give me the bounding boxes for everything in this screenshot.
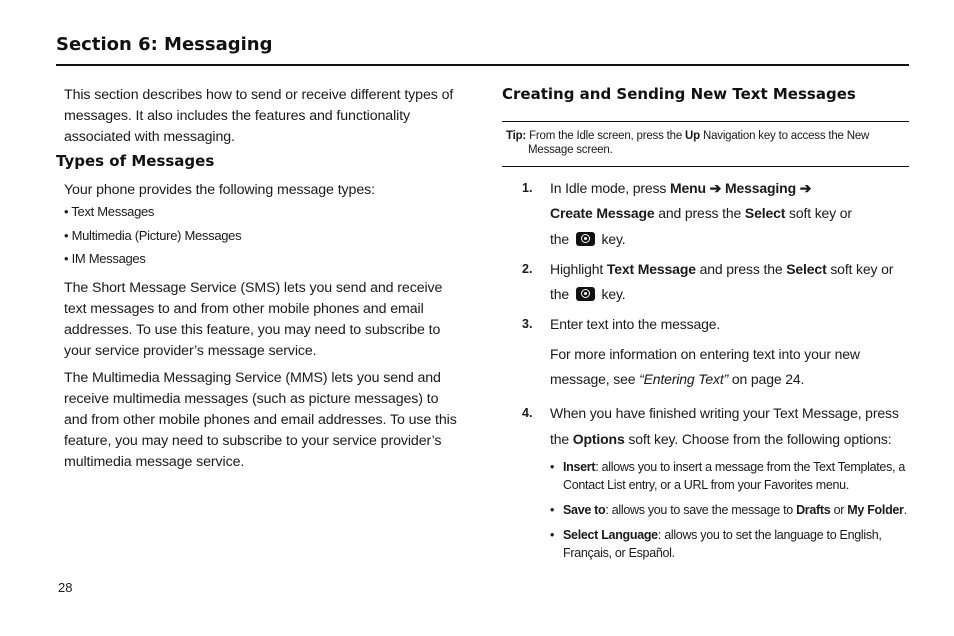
creating-heading: Creating and Sending New Text Messages — [502, 85, 856, 103]
step-2-line-2: the key. — [550, 286, 626, 302]
message-type-item: • IM Messages — [64, 251, 146, 266]
title-rule — [56, 64, 909, 66]
entering-text-reference: “Entering Text” — [639, 371, 729, 387]
mms-paragraph: The Multimedia Messaging Service (MMS) lets you send and receive multimedia messages (such as picture messages) to and from other mobile phones and email addresses. To use this feature, you may need to subscribe to your service provider’s multimedia message service. — [64, 370, 457, 470]
step-3-line-3: message, see “Entering Text” on page 24. — [550, 371, 805, 387]
step-number: 3. — [522, 317, 533, 331]
messaging-label: Messaging — [724, 180, 796, 196]
menu-label: Menu — [669, 180, 706, 196]
my-folder-label: My Folder — [847, 503, 904, 517]
option-name: Insert — [563, 460, 596, 474]
options-label: Options — [572, 431, 625, 447]
step-number: 2. — [522, 262, 533, 276]
create-message-label: Create Message — [550, 205, 655, 221]
step-1-line-2: Create Message and press the Select soft key or — [550, 205, 852, 221]
step-4-line-2: the Options soft key. Choose from the following options: — [550, 431, 892, 447]
tip-bottom-rule — [502, 166, 909, 167]
step-number: 1. — [522, 181, 533, 195]
text-message-label: Text Message — [606, 261, 696, 277]
section-title: Section 6: Messaging — [56, 34, 273, 55]
step-3-line-2: For more information on entering text into your new — [550, 346, 860, 362]
step-2-line-1: Highlight Text Message and press the Select soft key or — [550, 261, 894, 277]
types-intro: Your phone provides the following message types: — [64, 182, 375, 198]
tip-box — [506, 129, 906, 157]
tip-top-rule — [502, 121, 909, 122]
ok-key-icon — [576, 232, 595, 246]
page-number: 28 — [58, 580, 73, 595]
step-1-line-3: the key. — [550, 231, 626, 247]
types-heading: Types of Messages — [56, 152, 215, 170]
option-insert: • Insert: allows you to insert a message from the Text Templates, a Contact List entry, or a URL from your Favorites menu. — [550, 460, 906, 492]
option-name: Select Language — [563, 528, 658, 542]
ok-key-icon — [576, 287, 595, 301]
option-select-language: • Select Language: allows you to set the language to English, Français, or Español. — [550, 528, 882, 560]
tip-label: Tip: — [506, 130, 527, 142]
select-label: Select — [786, 261, 827, 277]
drafts-label: Drafts — [796, 503, 831, 517]
tip-text-line2: Message screen. — [528, 144, 613, 156]
step-4-line-1: When you have finished writing your Text Message, press — [550, 405, 899, 421]
tip-text: From the Idle screen, press the — [526, 130, 686, 142]
message-type-item: • Multimedia (Picture) Messages — [64, 228, 242, 243]
intro-paragraph: This section describes how to send or receive different types of messages. It also includes the features and functionality associated with messaging. — [64, 87, 454, 145]
tip-up-key: Up — [685, 130, 700, 142]
message-type-item: • Text Messages — [64, 204, 155, 219]
select-label: Select — [744, 205, 786, 221]
step-number: 4. — [522, 406, 533, 420]
step-1-line-1: In Idle mode, press Menu ➔ Messaging ➔ — [550, 180, 812, 196]
option-save-to: • Save to: allows you to save the message to Drafts or My Folder. — [550, 503, 907, 517]
sms-paragraph: The Short Message Service (SMS) lets you send and receive text messages to and from other mobile phones and email addresses. To use this feature, you may need to subscribe to your service provider’s message service. — [64, 280, 443, 359]
tip-text: Navigation key to access the New — [699, 130, 870, 142]
option-name: Save to — [563, 503, 606, 517]
step-3-line-1: Enter text into the message. — [550, 316, 721, 332]
